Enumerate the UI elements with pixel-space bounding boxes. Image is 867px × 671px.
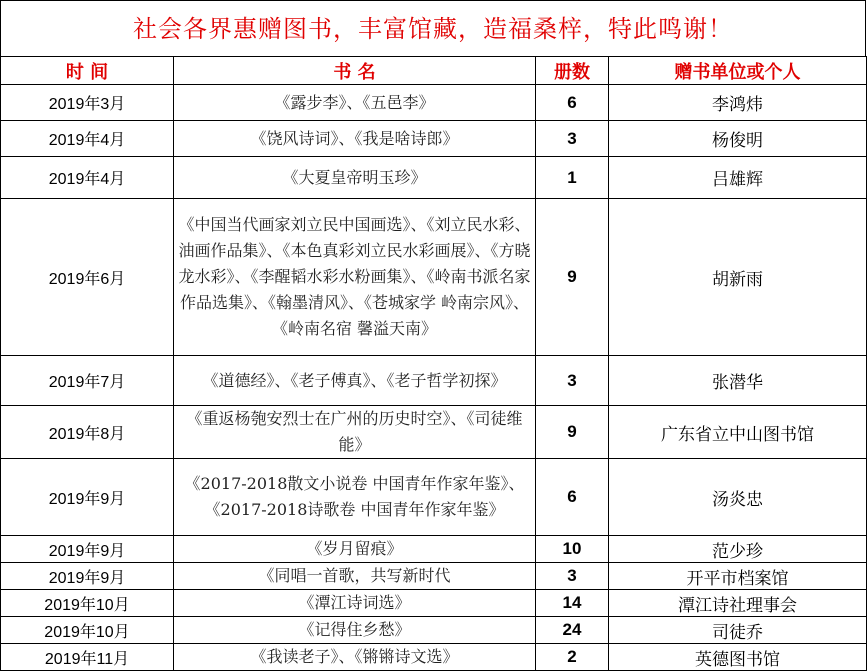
cell-donor: 范少珍 [609,536,867,563]
cell-donor: 开平市档案馆 [609,563,867,590]
cell-donor: 汤炎忠 [609,459,867,536]
table-row [1,617,867,644]
cell-count: 1 [536,157,609,199]
header-count: 册数 [536,57,609,85]
table-row [1,157,867,199]
cell-count: 6 [536,85,609,121]
table-row [1,356,867,406]
cell-count: 3 [536,356,609,406]
cell-count: 9 [536,199,609,356]
table-row [1,644,867,671]
donation-table [0,56,867,671]
cell-date: 2019年4月 [1,121,174,157]
cell-book: 《重返杨匏安烈士在广州的历史时空》、《司徒维能》 [174,406,536,459]
cell-date: 2019年10月 [1,590,174,617]
cell-donor: 潭江诗社理事会 [609,590,867,617]
cell-donor: 张潜华 [609,356,867,406]
header-row [1,57,867,85]
cell-date: 2019年11月 [1,644,174,671]
table-row [1,85,867,121]
cell-book: 《岁月留痕》 [174,536,536,563]
table-row [1,121,867,157]
cell-date: 2019年3月 [1,85,174,121]
header-time: 时 间 [1,57,174,85]
table-row [1,563,867,590]
cell-donor: 英德图书馆 [609,644,867,671]
cell-date: 2019年4月 [1,157,174,199]
cell-book: 《道德经》、《老子傅真》、《老子哲学初探》 [174,356,536,406]
cell-date: 2019年10月 [1,617,174,644]
cell-count: 6 [536,459,609,536]
header-book: 书 名 [174,57,536,85]
cell-donor: 广东省立中山图书馆 [609,406,867,459]
table-row [1,199,867,356]
cell-book: 《潭江诗词选》 [174,590,536,617]
cell-book: 《饶风诗词》、《我是啥诗郎》 [174,121,536,157]
cell-book: 《同唱一首歌，共写新时代 [174,563,536,590]
cell-book: 《大夏皇帝明玉珍》 [174,157,536,199]
cell-count: 14 [536,590,609,617]
table-row [1,406,867,459]
cell-book: 《我读老子》、《锵锵诗文选》 [174,644,536,671]
cell-count: 9 [536,406,609,459]
cell-donor: 胡新雨 [609,199,867,356]
cell-count: 2 [536,644,609,671]
cell-date: 2019年9月 [1,563,174,590]
cell-donor: 杨俊明 [609,121,867,157]
cell-book: 《记得住乡愁》 [174,617,536,644]
table-row [1,590,867,617]
cell-book: 《露步李》、《五邑李》 [174,85,536,121]
cell-count: 10 [536,536,609,563]
cell-book: 《中国当代画家刘立民中国画选》、《刘立民水彩、油画作品集》、《本色真彩刘立民水彩画展》、《方晓龙水彩》、《李醒韬水彩水粉画集》、《岭南书派名家作品选集》、《翰墨清风》、《苍城家学 岭南宗风》、《岭南名宿 馨溢天南》 [174,199,536,356]
cell-date: 2019年9月 [1,459,174,536]
table-row [1,536,867,563]
cell-book: 《2017-2018散文小说卷 中国青年作家年鉴》、《2017-2018诗歌卷 中国青年作家年鉴》 [174,459,536,536]
cell-donor: 司徒乔 [609,617,867,644]
cell-donor: 吕雄辉 [609,157,867,199]
cell-count: 3 [536,563,609,590]
cell-date: 2019年6月 [1,199,174,356]
cell-count: 3 [536,121,609,157]
table-row [1,459,867,536]
cell-date: 2019年9月 [1,536,174,563]
cell-date: 2019年8月 [1,406,174,459]
header-donor: 赠书单位或个人 [609,57,867,85]
cell-date: 2019年7月 [1,356,174,406]
cell-donor: 李鸿炜 [609,85,867,121]
cell-count: 24 [536,617,609,644]
page-title: 社会各界惠赠图书，丰富馆藏，造福桑梓，特此鸣谢！ [0,0,866,56]
